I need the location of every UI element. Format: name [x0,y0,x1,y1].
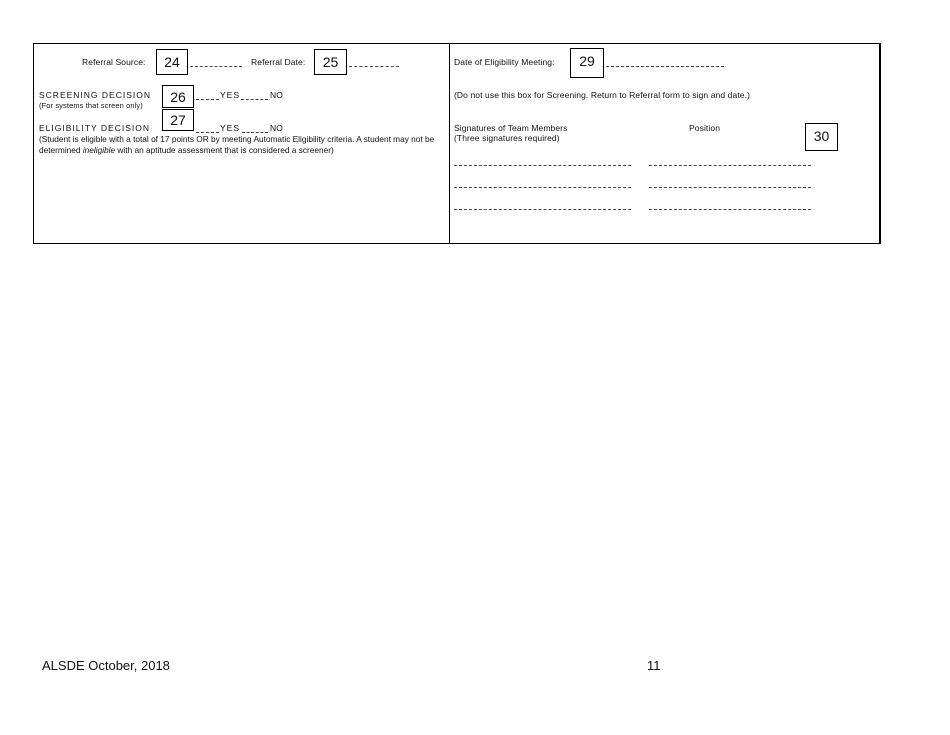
meeting-date-line [606,66,724,67]
signature-line[interactable] [454,187,631,188]
screening-decision-field-marker[interactable]: 26 [162,85,194,108]
page-number: 11 [647,658,661,673]
eligibility-decision-title: ELIGIBILITY DECISION [39,123,151,133]
eligibility-no-label: NO [270,123,283,133]
screening-no-label: NO [270,90,283,100]
panel-divider [449,44,450,243]
eligibility-form-box [33,43,881,244]
eligibility-note-italic: ineligible [82,145,116,155]
screening-instructions-note: (Do not use this box for Screening. Return to Referral form to sign and date.) [454,90,750,100]
position-line[interactable] [649,187,811,188]
eligibility-note-text-1: (Student is eligible with a total of 17 points OR by meeting Automatic Eligibility criteria. A student may not be determined [39,134,435,155]
eligibility-no-line [242,132,268,133]
signatures-label: Signatures of Team Members [454,123,568,133]
meeting-date-field-marker[interactable]: 29 [570,48,604,78]
eligibility-note [39,134,447,156]
meeting-date-label: Date of Eligibility Meeting: [454,57,555,67]
signatures-field-marker[interactable]: 30 [805,123,838,151]
referral-source-field-marker[interactable]: 24 [156,49,188,75]
eligibility-note-text-2: with an aptitude assessment that is considered a screener) [115,145,334,155]
eligibility-yes-line [196,132,219,133]
screening-no-line [241,99,268,100]
signatures-subtitle: (Three signatures required) [454,133,560,143]
referral-date-label: Referral Date: [251,57,306,67]
signature-line[interactable] [454,165,631,166]
signature-line[interactable] [454,209,631,210]
screening-yes-line [196,99,219,100]
referral-date-field-marker[interactable]: 25 [314,49,347,75]
position-label: Position [689,123,721,133]
screening-decision-title: SCREENING DECISION [39,90,151,100]
eligibility-decision-field-marker[interactable]: 27 [162,109,194,131]
position-line[interactable] [649,165,811,166]
referral-source-line [190,66,242,67]
eligibility-yes-label: YES [220,123,241,133]
position-line[interactable] [649,209,811,210]
referral-date-line [349,66,399,67]
referral-source-label: Referral Source: [82,57,146,67]
screening-decision-subtitle: (For systems that screen only) [39,101,143,110]
footer-source-date: ALSDE October, 2018 [42,658,170,673]
screening-yes-label: YES [220,90,241,100]
